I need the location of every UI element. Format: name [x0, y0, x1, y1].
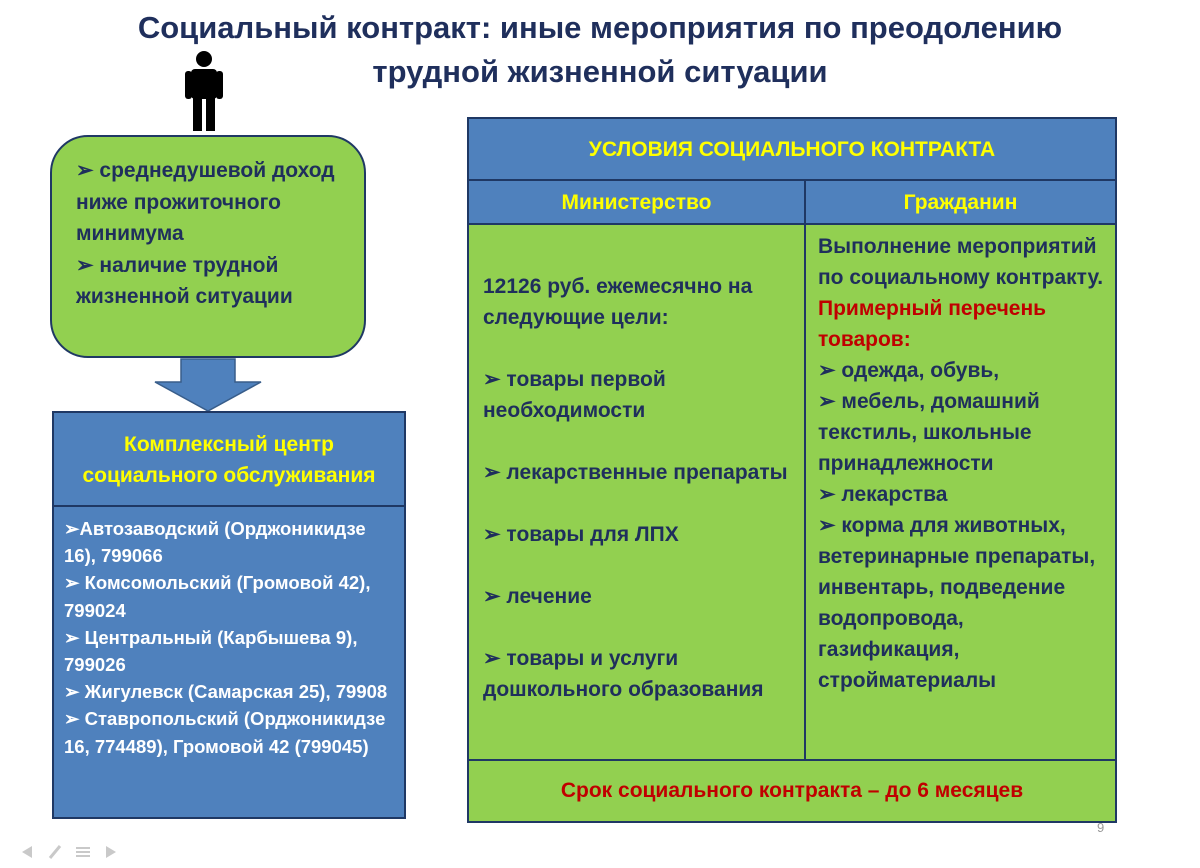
center-address-item: ➢ Ставропольский (Орджоникидзе 16, 774489), Громовой 42 (799045)	[64, 708, 386, 757]
citizen-item: ➢ лекарства	[818, 483, 948, 506]
down-arrow-icon	[153, 358, 263, 412]
conditions-box	[50, 135, 366, 358]
next-slide-icon[interactable]	[106, 846, 116, 858]
title-line-1: Социальный контракт: иные мероприятия по преодолению	[137, 10, 1063, 45]
contract-term: Срок социального контракта – до 6 месяцев	[469, 759, 1115, 821]
center-address-item: ➢ Центральный (Карбышева 9), 799026	[64, 626, 358, 676]
goods-list-title: Примерный перечень товаров:	[818, 297, 1047, 351]
page-number: 9	[1097, 820, 1105, 835]
ministry-item: ➢ товары для ЛПХ	[483, 523, 679, 546]
title-line-2: трудной жизненной ситуации	[372, 54, 828, 89]
column-header-ministry: Министерство	[469, 181, 806, 225]
menu-icon[interactable]	[76, 847, 90, 857]
ministry-cell	[469, 225, 806, 759]
column-header-citizen: Гражданин	[806, 181, 1115, 225]
center-address-list	[52, 507, 406, 819]
citizen-cell	[806, 225, 1115, 759]
condition-item: ➢ среднедушевой доход ниже прожиточного минимума	[76, 159, 335, 245]
center-address-item: ➢ Жигулевск (Самарская 25), 79908	[64, 681, 388, 703]
ministry-item: ➢ лекарственные препараты	[483, 461, 788, 484]
condition-item: ➢ наличие трудной жизненной ситуации	[76, 253, 293, 308]
table-header: УСЛОВИЯ СОЦИАЛЬНОГО КОНТРАКТА	[469, 119, 1115, 181]
ministry-item: ➢ товары и услуги дошкольного образования	[483, 647, 764, 701]
center-address-item: ➢Автозаводский (Орджоникидзе 16), 799066	[64, 518, 366, 567]
center-header: Комплексный центр социального обслуживания	[52, 411, 406, 507]
contract-conditions-table	[467, 117, 1117, 823]
citizen-item: ➢ корма для животных, ветеринарные препараты, инвентарь, подведение водопровода, газификация, стройматериалы	[818, 514, 1096, 692]
ministry-item: ➢ товары первой необходимости	[483, 368, 666, 422]
slideshow-nav-controls[interactable]	[20, 842, 130, 862]
person-icon	[183, 50, 225, 132]
citizen-item: ➢ мебель, домашний текстиль, школьные принадлежности	[818, 390, 1040, 475]
citizen-item: ➢ одежда, обувь,	[818, 359, 1000, 382]
ministry-item: ➢ лечение	[483, 585, 592, 608]
prev-slide-icon[interactable]	[22, 846, 32, 858]
ministry-intro: 12126 руб. ежемесячно на следующие цели:	[483, 275, 753, 329]
citizen-intro: Выполнение мероприятий по социальному контракту.	[818, 235, 1104, 289]
pen-icon[interactable]	[50, 846, 60, 858]
center-address-item: ➢ Комсомольский (Громовой 42), 799024	[64, 572, 371, 621]
